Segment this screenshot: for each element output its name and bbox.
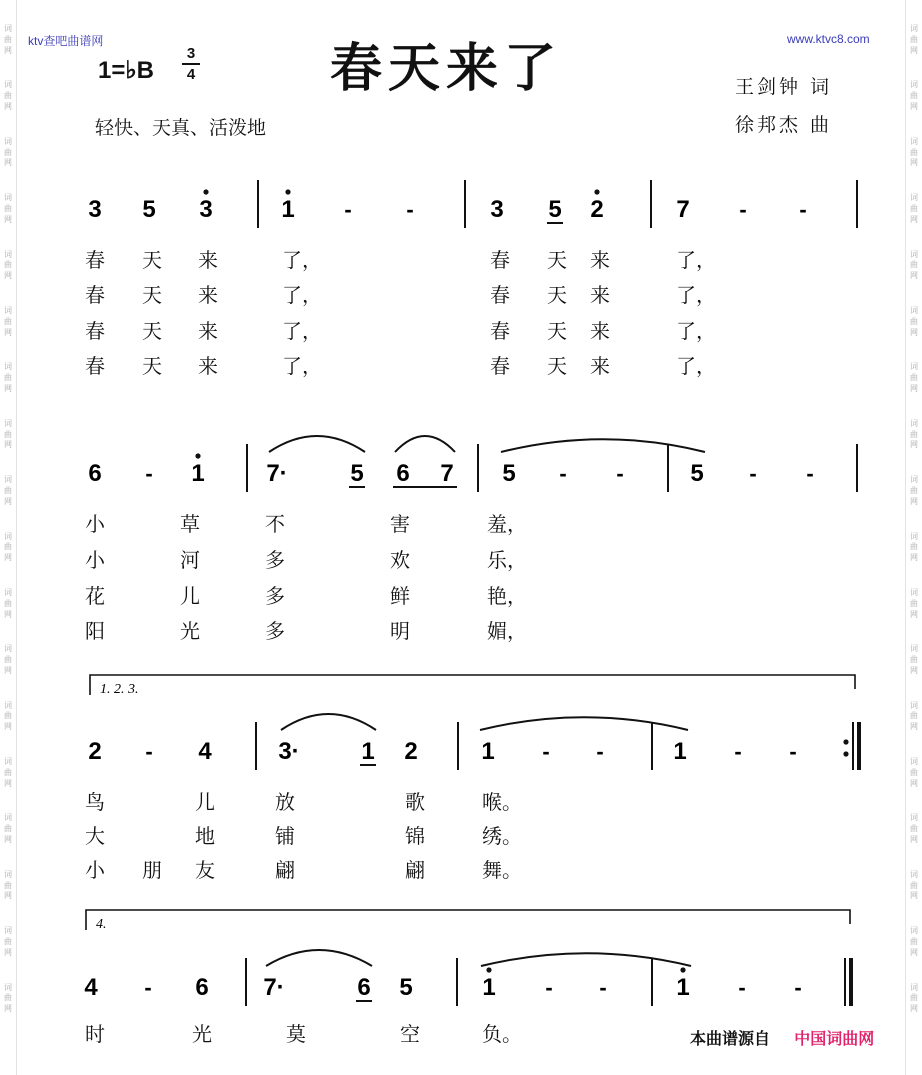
side-watermark-text: 词 曲 网 [910, 80, 918, 111]
lyric-char: 歌 [405, 790, 425, 814]
side-watermark-text: 词 曲 网 [4, 587, 12, 619]
note: 2 [88, 738, 102, 765]
lyric-char: 了， [676, 354, 716, 378]
lyric-char: 天 [142, 354, 162, 378]
lyric-char: 了， [676, 319, 716, 343]
note: 5 [399, 974, 413, 1001]
side-watermark-text: 词 曲 网 [4, 249, 12, 281]
note: 2 [590, 196, 604, 223]
lyric-char: 天 [142, 319, 162, 343]
lyric-char: 负。 [482, 1022, 522, 1046]
meter-bottom: 4 [186, 66, 196, 83]
high-octave-dot [203, 189, 208, 194]
volta-bracket [90, 675, 855, 695]
side-watermark-text: 词 曲 网 [4, 305, 12, 337]
lyric-char: 地 [195, 824, 215, 848]
lyric-char: 天 [142, 283, 162, 307]
dash-note: - [616, 461, 624, 486]
side-watermark-text: 词 曲 网 [4, 757, 12, 788]
side-watermark-text: 词 曲 网 [4, 644, 12, 675]
lyric-char: 天 [547, 319, 567, 343]
note: 3 [88, 196, 102, 223]
side-watermark-text: 词 曲 网 [910, 531, 918, 563]
dash-note: - [806, 461, 814, 486]
lyric-char: 小 [85, 858, 105, 882]
volta-label: 4. [96, 917, 107, 932]
side-watermark-text: 词 曲 网 [4, 80, 12, 111]
lyric-char: 春 [490, 319, 510, 343]
side-watermark-text: 词 曲 网 [4, 700, 12, 732]
lyric-char: 了， [282, 319, 322, 343]
meter-top: 3 [186, 45, 196, 62]
lyric-char: 光 [180, 619, 200, 643]
dash-note: - [599, 975, 607, 1000]
lyric-char: 来 [198, 248, 218, 272]
dash-note: - [789, 739, 797, 764]
side-watermark-text: 词 曲 网 [910, 757, 918, 788]
lyric-char: 鸟 [85, 790, 105, 814]
volta-bracket [86, 910, 850, 930]
lyric-char: 来 [590, 319, 610, 343]
lyric-char: 河 [180, 548, 200, 572]
lyric-char: 光 [192, 1022, 212, 1046]
side-watermark-text: 词 曲 网 [4, 869, 12, 901]
lyric-char: 多 [265, 548, 285, 572]
lyric-char: 来 [590, 248, 610, 272]
lyric-char: 了， [282, 283, 322, 307]
dash-note: - [542, 739, 550, 764]
lyric-char: 绣。 [482, 824, 522, 848]
volta-label: 1. 2. 3. [100, 682, 139, 697]
lyric-char: 欢 [390, 548, 410, 572]
lyric-char: 来 [198, 319, 218, 343]
note: 1 [482, 974, 496, 1001]
lyric-char: 春 [490, 354, 510, 378]
right-site-watermark: www.ktvc8.com [787, 32, 870, 46]
lyric-char: 春 [85, 354, 105, 378]
side-watermark-text: 词 曲 网 [910, 305, 918, 337]
lyric-char: 春 [85, 283, 105, 307]
side-watermark-text: 词 曲 网 [4, 982, 12, 1014]
side-watermark-text: 词 曲 网 [4, 531, 12, 563]
lyric-char: 了， [676, 248, 716, 272]
lyric-char: 春 [85, 248, 105, 272]
tempo-marking: 轻快、天真、活泼地 [95, 117, 267, 139]
note: 5 [502, 460, 516, 487]
note: 7· [263, 974, 285, 1001]
dash-note: - [794, 975, 802, 1000]
dash-note: - [145, 461, 153, 486]
lyric-char: 友 [195, 858, 215, 882]
note: 6 [396, 460, 410, 487]
side-watermark-text: 词 曲 网 [910, 982, 918, 1014]
note: 1 [281, 196, 295, 223]
lyric-char: 害 [390, 512, 410, 536]
lyric-char: 来 [590, 283, 610, 307]
lyric-char: 明 [390, 619, 410, 643]
dash-note: - [738, 975, 746, 1000]
lyric-char: 儿 [195, 790, 215, 814]
song-title: 春天来了 [330, 39, 563, 99]
side-watermark-text: 词 曲 网 [910, 475, 918, 506]
note: 1 [673, 738, 687, 765]
lyric-char: 了， [282, 248, 322, 272]
composer-credit: 徐邦杰 曲 [735, 114, 833, 136]
side-watermark-text: 词 曲 网 [4, 926, 12, 957]
slur-arc [281, 714, 376, 730]
note: 5 [142, 196, 156, 223]
side-watermark-text: 词 曲 网 [910, 869, 918, 901]
lyric-char: 鲜 [390, 584, 410, 608]
note: 1 [361, 738, 375, 765]
dash-note: - [739, 197, 747, 222]
source-site-link[interactable]: 中国词曲网 [794, 1029, 875, 1048]
dash-note: - [596, 739, 604, 764]
lyric-char: 来 [590, 354, 610, 378]
lyric-char: 天 [547, 248, 567, 272]
lyric-char: 春 [85, 319, 105, 343]
lyric-char: 翩 [275, 858, 295, 882]
repeat-dot [843, 751, 848, 756]
side-watermark-text: 词 曲 网 [910, 362, 918, 393]
note: 1 [676, 974, 690, 1001]
note: 5 [350, 460, 364, 487]
lyric-char: 小 [85, 548, 105, 572]
lyric-char: 莫 [286, 1022, 306, 1046]
high-octave-dot [594, 189, 599, 194]
lyric-char: 时 [85, 1022, 105, 1046]
side-watermark-text: 词 曲 网 [910, 249, 918, 281]
slur-arc [395, 436, 455, 452]
lyric-char: 翩 [405, 858, 425, 882]
note: 1 [481, 738, 495, 765]
dash-note: - [799, 197, 807, 222]
side-watermark-text: 词 曲 网 [910, 587, 918, 619]
lyric-char: 锦 [405, 824, 425, 848]
lyric-char: 空 [400, 1022, 420, 1046]
lyric-char: 铺 [275, 824, 295, 848]
lyric-char: 阳 [85, 619, 105, 643]
lyric-char: 朋 [142, 858, 162, 882]
side-watermark-text: 词 曲 网 [4, 475, 12, 506]
lyric-char: 天 [547, 354, 567, 378]
side-watermark-text: 词 曲 网 [910, 926, 918, 957]
side-watermark-text: 词 曲 网 [910, 418, 918, 450]
lyric-char: 了， [676, 283, 716, 307]
dash-note: - [734, 739, 742, 764]
high-octave-dot [285, 189, 290, 194]
source-footer [690, 1026, 874, 1049]
side-watermark-text: 词 曲 网 [4, 24, 12, 55]
slur-arc [481, 953, 691, 966]
note: 6 [195, 974, 209, 1001]
lyric-char: 多 [265, 584, 285, 608]
lyric-char: 乐， [487, 548, 527, 572]
note: 3· [278, 738, 300, 765]
note: 6 [357, 974, 371, 1001]
side-watermark-text: 词 曲 网 [910, 813, 918, 845]
note: 4 [198, 738, 212, 765]
lyric-char: 花 [85, 584, 105, 608]
side-watermark-text: 词 曲 网 [4, 193, 12, 224]
note: 3 [199, 196, 213, 223]
lyric-char: 了， [282, 354, 322, 378]
slur-arc [480, 717, 688, 730]
high-octave-dot [195, 453, 200, 458]
side-watermark-text: 词 曲 网 [910, 193, 918, 224]
side-watermark-text: 词 曲 网 [4, 136, 12, 168]
note: 5 [690, 460, 704, 487]
dash-note: - [144, 975, 152, 1000]
repeat-dot [843, 739, 848, 744]
slur-arc [266, 950, 372, 966]
slur-arc [501, 439, 705, 452]
note: 6 [88, 460, 102, 487]
key-signature: 1=♭B [98, 57, 155, 84]
lyric-char: 不 [265, 512, 285, 536]
lyric-char: 小 [85, 512, 105, 536]
dash-note: - [344, 197, 352, 222]
lyric-char: 春 [490, 248, 510, 272]
high-octave-dot [486, 967, 491, 972]
side-watermark-text: 词 曲 网 [910, 644, 918, 675]
side-watermark-text: 词 曲 网 [910, 136, 918, 168]
note: 5 [548, 196, 562, 223]
note: 4 [84, 974, 98, 1001]
lyric-char: 舞。 [482, 858, 522, 882]
note: 3 [490, 196, 504, 223]
lyric-char: 来 [198, 283, 218, 307]
side-watermark-text: 词 曲 网 [4, 418, 12, 450]
lyric-char: 喉。 [482, 790, 522, 814]
lyricist-credit: 王剑钟 词 [735, 76, 833, 98]
dash-note: - [145, 739, 153, 764]
left-site-watermark: ktv查吧曲谱网 [28, 34, 104, 48]
lyric-char: 春 [490, 283, 510, 307]
lyric-char: 来 [198, 354, 218, 378]
side-watermark-text: 词 曲 网 [4, 362, 12, 393]
dash-note: - [545, 975, 553, 1000]
note: 1 [191, 460, 205, 487]
slur-arc [269, 436, 365, 452]
lyric-char: 多 [265, 619, 285, 643]
side-watermark-text: 词 曲 网 [910, 24, 918, 55]
lyric-char: 大 [85, 824, 105, 848]
lyric-char: 羞， [487, 512, 527, 536]
lyric-char: 天 [547, 283, 567, 307]
lyric-char: 儿 [180, 584, 200, 608]
dash-note: - [406, 197, 414, 222]
high-octave-dot [680, 967, 685, 972]
side-watermark-text: 词 曲 网 [910, 700, 918, 732]
note: 7 [440, 460, 454, 487]
note: 7 [676, 196, 690, 223]
note: 2 [404, 738, 418, 765]
dash-note: - [749, 461, 757, 486]
lyric-char: 放 [275, 790, 295, 814]
lyric-char: 媚， [487, 619, 527, 643]
source-label: 本曲谱源自 [690, 1029, 771, 1048]
dash-note: - [559, 461, 567, 486]
lyric-char: 草 [180, 512, 200, 536]
note: 7· [266, 460, 288, 487]
lyric-char: 艳， [487, 584, 527, 608]
side-watermark-text: 词 曲 网 [4, 813, 12, 845]
lyric-char: 天 [142, 248, 162, 272]
